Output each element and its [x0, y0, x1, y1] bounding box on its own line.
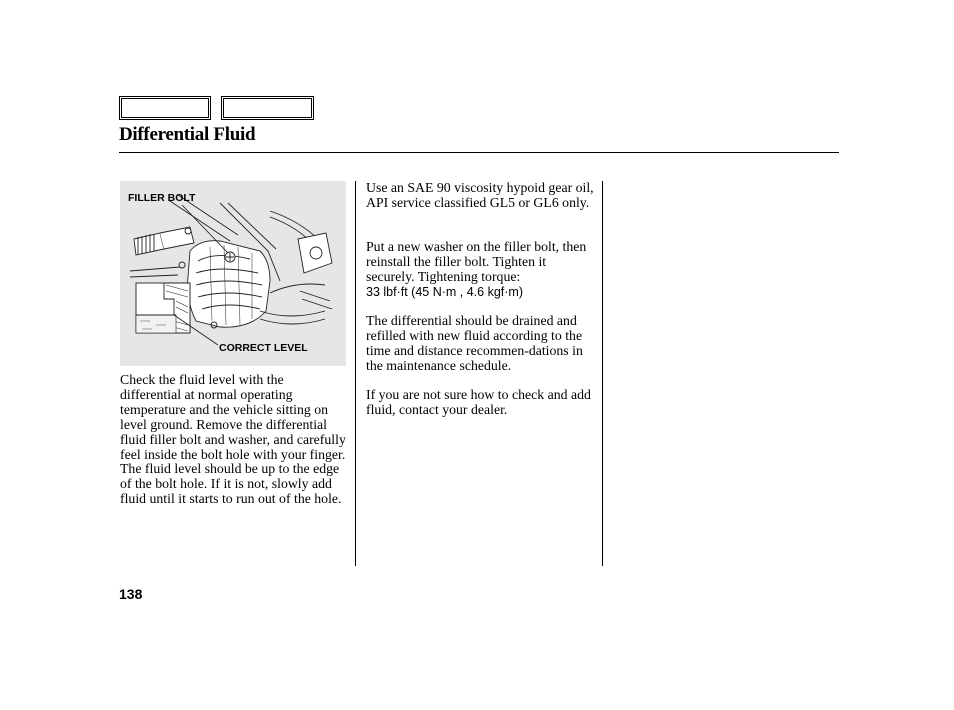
- filler-bolt-label: FILLER BOLT: [128, 192, 196, 204]
- differential-drawing: [120, 181, 346, 366]
- torque-value: 33 lbf·ft (45 N·m , 4.6 kgf·m): [366, 284, 523, 299]
- page-number: 138: [119, 586, 143, 602]
- title-divider: [119, 152, 839, 153]
- oil-spec-paragraph: Use an SAE 90 viscosity hypoid gear oil, API service classified GL5 or GL6 only.: [366, 180, 594, 210]
- drain-paragraph: The differential should be drained and refilled with new fluid according to the time and distance recommen-dations in the maintenance schedule.: [366, 313, 583, 373]
- column-divider-1: [355, 181, 356, 566]
- differential-illustration: [120, 181, 346, 366]
- correct-level-label: CORRECT LEVEL: [219, 342, 308, 354]
- nav-previous-button[interactable]: [119, 96, 211, 120]
- page-title: Differential Fluid: [119, 124, 256, 145]
- washer-text: Put a new washer on the filler bolt, then reinstall the filler bolt. Tighten it securely. Tightening torque:: [366, 239, 587, 284]
- column-divider-2: [602, 181, 603, 566]
- nav-next-button[interactable]: [221, 96, 314, 120]
- washer-paragraph: [366, 240, 596, 300]
- dealer-paragraph: If you are not sure how to check and add fluid, contact your dealer.: [366, 387, 591, 417]
- check-level-paragraph: Check the fluid level with the differential at normal operating temperature and the vehicle sitting on level ground. Remove the differential fluid filler bolt and washer, and carefully feel inside the bolt hole with your finger. The fluid level should be up to the edge of the bolt hole. If it is not, slowly add fluid until it starts to run out of the hole.: [120, 372, 346, 507]
